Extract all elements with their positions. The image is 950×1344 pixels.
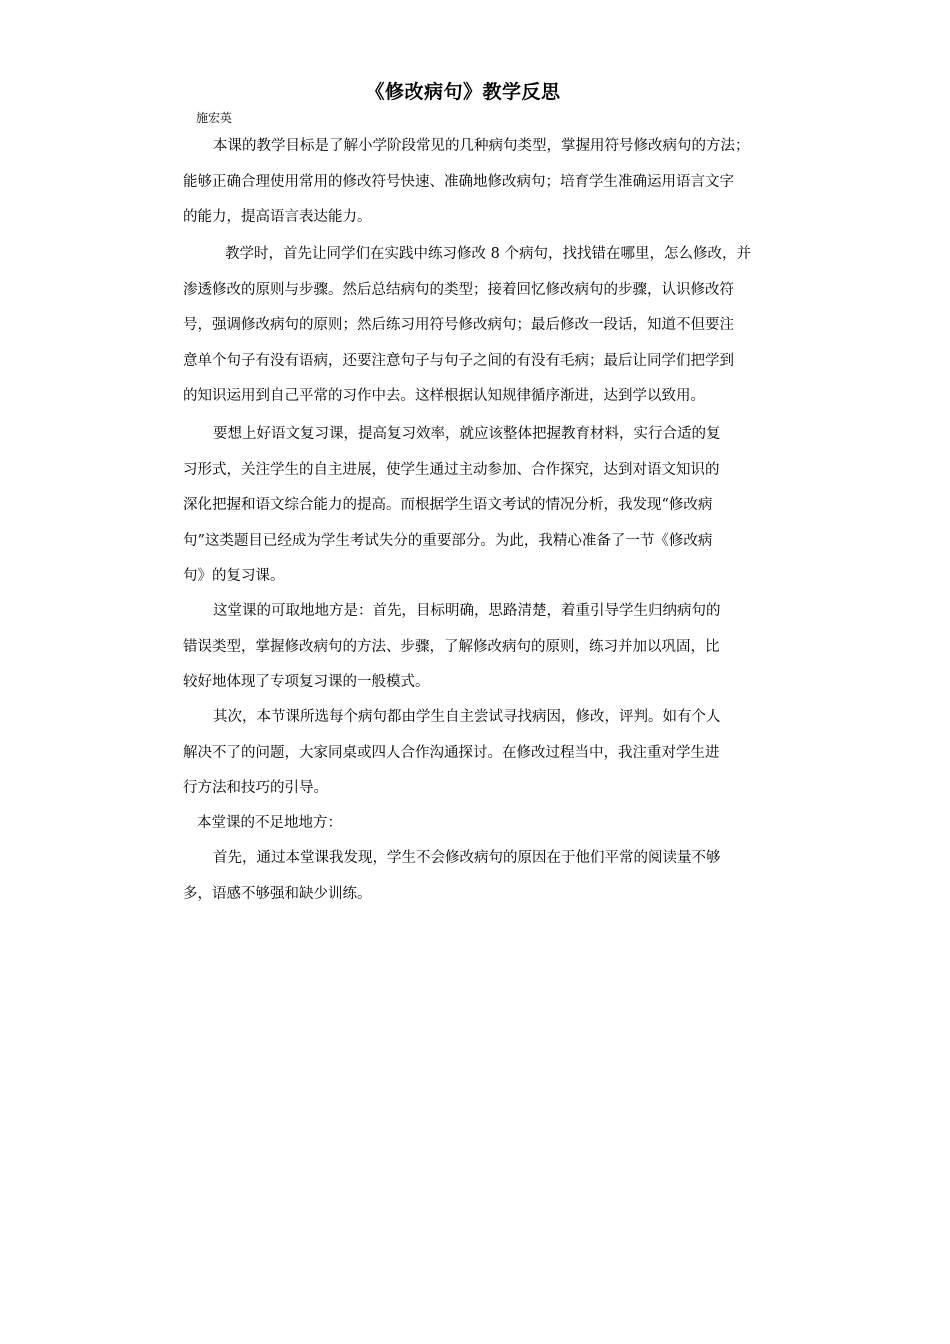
paragraph-second-point (183, 700, 795, 807)
paragraph-line: 号，强调修改病句的原则；然后练习用符号修改病句；最后修改一段话，知道不但要注 (183, 317, 734, 333)
paragraph-line: 首先，通过本堂课我发现，学生不会修改病句的原因在于他们平常的阅读量不够 (213, 850, 721, 866)
paragraph-review-class (183, 417, 795, 595)
paragraph-line: 多，语感不够强和缺少训练。 (183, 885, 372, 902)
paragraph-line: 本堂课的不足地地方： (197, 815, 342, 831)
paragraph-line: 的能力，提高语言表达能力。 (183, 209, 372, 225)
paragraph-line: 习形式，关注学生的自主进展，使学生通过主动参加、合作探究，达到对语文知识的 (183, 461, 720, 478)
paragraph-line: 其次，本节课所选每个病句都由学生自主尝试寻找病因，修改，评判。如有个人 (213, 709, 721, 725)
paragraph-strengths (183, 594, 795, 701)
paragraph-line: 要想上好语文复习课，提高复习效率，就应该整体把握教育材料，实行合适的复 (213, 426, 721, 442)
paragraph-objectives (183, 129, 795, 236)
paragraph-line: 能够正确合理使用常用的修改符号快速、准确地修改病句；培育学生准确运用语言文字 (183, 173, 734, 190)
paragraph-line: 渗透修改的原则与步骤。然后总结病句的类型；接着回忆修改病句的步骤，认识修改符 (183, 281, 734, 298)
paragraph-line: 解决不了的问题，大家同桌或四人合作沟通探讨。在修改过程当中，我注重对学生进 (183, 744, 720, 761)
paragraph-line: 这堂课的可取地地方是：首先，目标明确，思路清楚，着重引导学生归纳病句的 (213, 603, 721, 619)
paragraph-shortcomings (183, 841, 795, 912)
paragraph-line: 意单个句子有没有语病，还要注意句子与句子之间的有没有毛病；最后让同学们把学到 (183, 352, 734, 369)
paragraph-line: 行方法和技巧的引导。 (183, 780, 328, 796)
paragraph-line: 深化把握和语文综合能力的提高。而根据学生语文考试的情况分析，我发现“修改病 (183, 497, 713, 513)
paragraph-line: 本课的教学目标是了解小学阶段常见的几种病句类型，掌握用符号修改病句的方法； (213, 138, 750, 154)
paragraph-shortcomings-heading (183, 806, 795, 842)
paragraph-line: 句》的复习课。 (183, 568, 285, 584)
document-title: 《修改病句》教学反思 (365, 81, 561, 103)
author-name: 施宏英 (196, 111, 233, 125)
paragraph-line: 错误类型，掌握修改病句的方法、步骤，了解修改病句的原则，练习并加以巩固，比 (183, 638, 720, 655)
paragraph-line: 句”这类题目已经成为学生考试失分的重要部分。为此，我精心准备了一节《修改病 (183, 532, 713, 549)
paragraph-line: 较好地体现了专项复习课的一般模式。 (183, 674, 430, 690)
paragraph-line: 教学时，首先让同学们在实践中练习修改 8 个病句，找找错在哪里，怎么修改，并 (225, 246, 751, 262)
paragraph-line: 的知识运用到自己平常的习作中去。这样根据认知规律循序渐进，达到学以致用。 (183, 388, 705, 404)
paragraph-teaching-process (183, 237, 795, 415)
